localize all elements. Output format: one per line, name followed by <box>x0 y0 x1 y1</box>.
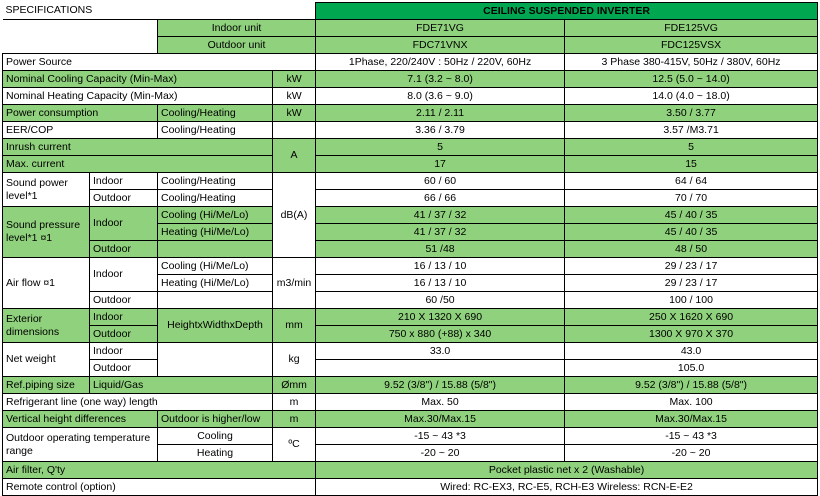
table-row <box>3 207 818 224</box>
value-125: 1300 X 970 X 370 <box>565 326 818 343</box>
row-label: Power Source <box>3 54 316 71</box>
table-row <box>3 105 818 122</box>
specifications-table <box>2 2 818 496</box>
row-label: Vertical height differences <box>3 411 158 428</box>
indoor-model-71: FDE71VG <box>316 20 565 37</box>
value-125: 14.0 (4.0 ~ 18.0) <box>565 88 818 105</box>
value-125: 45 / 40 / 35 <box>565 224 818 241</box>
row-label: Air flow ¤1 <box>3 258 90 309</box>
value-125: 43.0 <box>565 343 818 360</box>
table-row <box>3 122 818 139</box>
unit-cell: dB(A) <box>273 173 316 258</box>
table-row <box>3 241 818 258</box>
sub-label: Cooling/Heating <box>158 173 273 190</box>
table-row <box>3 258 818 275</box>
value-125: -20 ~ 20 <box>565 445 818 462</box>
sub-label: Indoor <box>90 207 158 241</box>
row-label: Sound power level*1 <box>3 173 90 207</box>
row-label: Exterior dimensions <box>3 309 90 343</box>
value-71: 60 / 60 <box>316 173 565 190</box>
sub-label: Outdoor <box>90 190 158 207</box>
table-row <box>3 309 818 326</box>
sub-label: Indoor <box>90 309 158 326</box>
table-row <box>3 156 818 173</box>
value-125: Max. 100 <box>565 394 818 411</box>
blank-cell <box>3 20 158 37</box>
value-71: Max. 50 <box>316 394 565 411</box>
value-71: Max.30/Max.15 <box>316 411 565 428</box>
unit-cell: kW <box>273 88 316 105</box>
value-71: 1Phase, 220/240V : 50Hz / 220V, 60Hz <box>316 54 565 71</box>
value-71: 17 <box>316 156 565 173</box>
table-row <box>3 88 818 105</box>
unit-cell: kW <box>273 105 316 122</box>
sub-label: Indoor <box>90 258 158 292</box>
value-71: 8.0 (3.6 ~ 9.0) <box>316 88 565 105</box>
sub-label <box>158 241 273 258</box>
value-125: 48 / 50 <box>565 241 818 258</box>
outdoor-model-125: FDC125VSX <box>565 37 818 54</box>
sub-label: Outdoor <box>90 326 158 343</box>
value-71: 41 / 37 / 32 <box>316 207 565 224</box>
value-71: 210 X 1320 X 690 <box>316 309 565 326</box>
row-label: Nominal Heating Capacity (Min-Max) <box>3 88 273 105</box>
value-125: 45 / 40 / 35 <box>565 207 818 224</box>
unit-cell: m <box>273 394 316 411</box>
sub-label: Heating (Hi/Me/Lo) <box>158 275 273 292</box>
sub-label: Heating <box>158 445 273 462</box>
table-row <box>3 173 818 190</box>
value-125: 5 <box>565 139 818 156</box>
blank-cell <box>3 37 158 54</box>
row-label: Max. current <box>3 156 273 173</box>
table-row <box>3 462 818 479</box>
outdoor-unit-label: Outdoor unit <box>158 37 316 54</box>
indoor-unit-label: Indoor unit <box>158 20 316 37</box>
series-header: CEILING SUSPENDED INVERTER <box>316 3 818 20</box>
value-71: 9.52 (3/8") / 15.88 (5/8") <box>316 377 565 394</box>
value-71: -20 ~ 20 <box>316 445 565 462</box>
title-cell <box>3 3 316 20</box>
value-71: 16 / 13 / 10 <box>316 258 565 275</box>
table-row <box>3 71 818 88</box>
unit-cell: A <box>273 139 316 173</box>
value-71: 16 / 13 / 10 <box>316 275 565 292</box>
value-125: 3 Phase 380-415V, 50Hz / 380V, 60Hz <box>565 54 818 71</box>
value-125: 64 / 64 <box>565 173 818 190</box>
sub-label <box>158 292 273 309</box>
sub-label: Cooling/Heating <box>158 105 273 122</box>
unit-cell: m <box>273 411 316 428</box>
value-71: 3.36 / 3.79 <box>316 122 565 139</box>
sub-label: Cooling/Heating <box>158 190 273 207</box>
table-row <box>3 479 818 496</box>
row-label: Power consumption <box>3 105 158 122</box>
table-row <box>3 428 818 445</box>
value-125: 3.50 / 3.77 <box>565 105 818 122</box>
value-125: 3.57 /M3.71 <box>565 122 818 139</box>
table-row <box>3 343 818 360</box>
specifications-title: SPECIFICATIONS <box>5 4 93 17</box>
value-71: 41 / 37 / 32 <box>316 224 565 241</box>
value-125: 12.5 (5.0 ~ 14.0) <box>565 71 818 88</box>
sub-label: Cooling/Heating <box>158 122 273 139</box>
value-125: 105.0 <box>565 360 818 377</box>
value-71: 51 /48 <box>316 241 565 258</box>
value-125: 70 / 70 <box>565 190 818 207</box>
row-label: Ref.piping size <box>3 377 90 394</box>
row-label: Sound pressure level*1 ¤1 <box>3 207 90 258</box>
row-label: Nominal Cooling Capacity (Min-Max) <box>3 71 273 88</box>
value-all: Pocket plastic net x 2 (Washable) <box>316 462 818 479</box>
table-row <box>3 394 818 411</box>
sub-label: Outdoor is higher/low <box>158 411 273 428</box>
table-row <box>3 326 818 343</box>
table-row <box>3 377 818 394</box>
value-125: 9.52 (3/8") / 15.88 (5/8") <box>565 377 818 394</box>
value-71: 2.11 / 2.11 <box>316 105 565 122</box>
unit-cell <box>273 122 316 139</box>
unit-cell: Ømm <box>273 377 316 394</box>
unit-cell: m3/min <box>273 258 316 309</box>
unit-cell: kg <box>273 343 316 377</box>
sub-label: Cooling (Hi/Me/Lo) <box>158 258 273 275</box>
sub-label: Indoor <box>90 173 158 190</box>
value-71: -15 ~ 43 *3 <box>316 428 565 445</box>
value-125: Max.30/Max.15 <box>565 411 818 428</box>
sub-label: Indoor <box>90 343 158 360</box>
sub-label: Cooling (Hi/Me/Lo) <box>158 207 273 224</box>
table-row <box>3 139 818 156</box>
unit-cell: kW <box>273 71 316 88</box>
table-row <box>3 292 818 309</box>
row-label: Outdoor operating temperature range <box>3 428 158 462</box>
row-label: Remote control (option) <box>3 479 316 496</box>
row-label: Net weight <box>3 343 90 377</box>
sub-label: Outdoor <box>90 360 158 377</box>
table-row <box>3 411 818 428</box>
sub-label: Outdoor <box>90 241 158 258</box>
value-71: 5 <box>316 139 565 156</box>
row-label: EER/COP <box>3 122 158 139</box>
value-all: Wired: RC-EX3, RC-E5, RCH-E3 Wireless: RCN-E-E2 <box>316 479 818 496</box>
unit-cell: mm <box>273 309 316 343</box>
value-71: 66 / 66 <box>316 190 565 207</box>
outdoor-model-71: FDC71VNX <box>316 37 565 54</box>
sub-label: Liquid/Gas <box>90 377 273 394</box>
sub-label: Heating (Hi/Me/Lo) <box>158 224 273 241</box>
sub-label <box>158 343 273 377</box>
value-71 <box>316 360 565 377</box>
value-125: 29 / 23 / 17 <box>565 258 818 275</box>
value-125: 100 / 100 <box>565 292 818 309</box>
sub-label: Cooling <box>158 428 273 445</box>
sub-label: Outdoor <box>90 292 158 309</box>
value-125: 15 <box>565 156 818 173</box>
row-label: Refrigerant line (one way) length <box>3 394 273 411</box>
value-125: -15 ~ 43 *3 <box>565 428 818 445</box>
row-label: Air filter, Q'ty <box>3 462 316 479</box>
value-71: 750 x 880 (+88) x 340 <box>316 326 565 343</box>
row-label: Inrush current <box>3 139 273 156</box>
unit-cell: ºC <box>273 428 316 462</box>
table-row <box>3 54 818 71</box>
indoor-model-125: FDE125VG <box>565 20 818 37</box>
sub-label: HeightxWidthxDepth <box>158 309 273 343</box>
value-71: 60 /50 <box>316 292 565 309</box>
table-row <box>3 190 818 207</box>
value-71: 33.0 <box>316 343 565 360</box>
value-125: 250 X 1620 X 690 <box>565 309 818 326</box>
value-125: 29 / 23 / 17 <box>565 275 818 292</box>
table-row <box>3 360 818 377</box>
value-71: 7.1 (3.2 ~ 8.0) <box>316 71 565 88</box>
